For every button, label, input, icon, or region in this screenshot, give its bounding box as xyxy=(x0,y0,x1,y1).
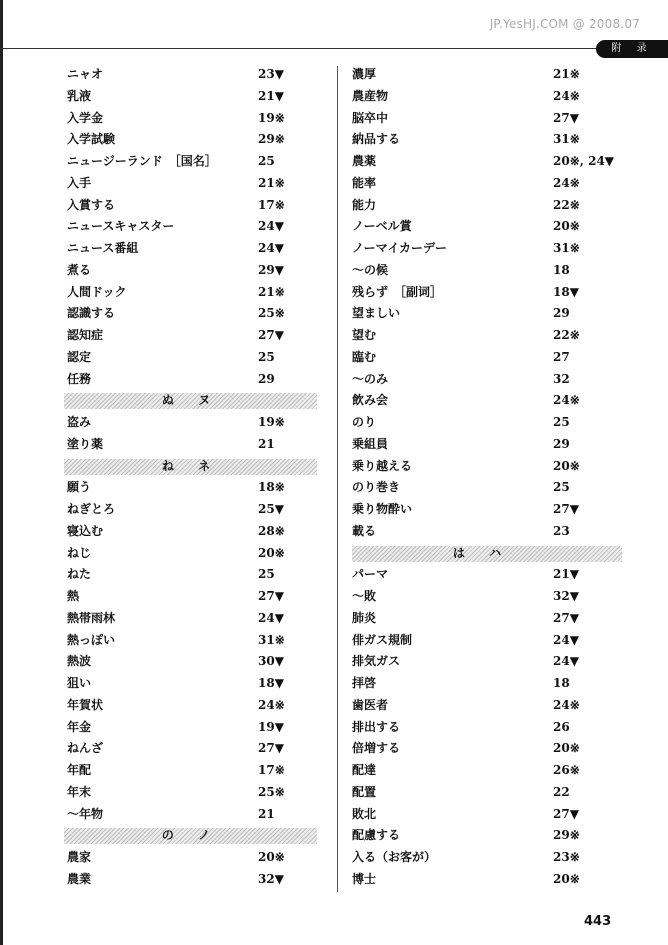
entry-term: 能率 xyxy=(352,175,377,190)
entry-reference: 24▼ xyxy=(258,241,284,255)
entry-reference: 27▼ xyxy=(553,502,579,516)
entry-reference: 21※ xyxy=(258,284,285,299)
entry-reference: 20※, 24▼ xyxy=(553,154,615,168)
index-entry xyxy=(67,608,315,630)
entry-term: 俳ガス規制 xyxy=(352,632,413,647)
index-entry xyxy=(352,195,612,217)
entry-reference: 24※ xyxy=(553,697,580,712)
entry-term: 煮る xyxy=(67,262,92,277)
index-entry xyxy=(352,738,612,760)
index-entry xyxy=(352,238,612,260)
entry-reference: 32▼ xyxy=(553,589,579,603)
entry-reference: 21 xyxy=(258,436,275,451)
index-entry xyxy=(67,673,315,695)
entry-reference: 19※ xyxy=(258,415,285,429)
index-entry xyxy=(352,586,612,608)
entry-term: ～のみ xyxy=(352,371,389,386)
entry-reference: 25※ xyxy=(258,784,285,799)
entry-reference: 19※ xyxy=(258,110,285,125)
index-entry xyxy=(67,586,315,608)
entry-term: ～敗 xyxy=(352,589,377,603)
entry-reference: 29※ xyxy=(258,132,285,147)
entry-term: 農薬 xyxy=(352,154,377,168)
section-heading xyxy=(67,456,315,478)
index-entry xyxy=(67,695,315,717)
entry-reference: 25※ xyxy=(258,306,285,321)
entry-term: ～年物 xyxy=(67,806,104,821)
entry-reference: 25 xyxy=(553,415,570,429)
section-heading-kana: は ハ xyxy=(452,545,512,560)
entry-term: 配達 xyxy=(352,763,377,777)
index-entry xyxy=(352,477,612,499)
index-entry xyxy=(352,173,612,195)
index-entry xyxy=(67,64,315,86)
index-entry xyxy=(352,347,612,369)
entry-term: 臨む xyxy=(352,349,377,364)
index-entry xyxy=(67,282,315,304)
entry-term: 寝込む xyxy=(67,523,104,538)
entry-reference: 25 xyxy=(258,154,275,168)
entry-term: 排気ガス xyxy=(352,654,401,669)
index-entry xyxy=(352,64,612,86)
entry-reference: 18 xyxy=(553,262,570,277)
index-entry xyxy=(67,738,315,760)
entry-term: パーマ xyxy=(352,567,389,582)
entry-reference: 30▼ xyxy=(258,654,284,669)
entry-term: ノーマイカーデー xyxy=(352,241,448,255)
entry-reference: 26 xyxy=(553,719,570,734)
index-entry xyxy=(67,86,315,108)
section-heading-kana: ね ネ xyxy=(161,458,221,473)
index-entry xyxy=(352,412,612,434)
entry-reference: 21▼ xyxy=(258,88,284,103)
entry-reference: 27▼ xyxy=(258,741,284,756)
index-entry xyxy=(67,303,315,325)
entry-term: ニュージーランド ［国名］ xyxy=(67,154,217,168)
entry-term: 熱 xyxy=(67,589,80,603)
index-entry xyxy=(352,260,612,282)
entry-term: 脳卒中 xyxy=(352,110,389,125)
entry-term: 排出する xyxy=(352,719,401,734)
entry-term: 能力 xyxy=(352,197,377,212)
entry-term: 塗り薬 xyxy=(67,436,104,451)
index-entry xyxy=(67,499,315,521)
entry-reference: 29 xyxy=(553,436,570,451)
entry-reference: 24※ xyxy=(553,175,580,190)
entry-reference: 31※ xyxy=(258,632,285,647)
index-entry xyxy=(67,782,315,804)
index-entry xyxy=(67,564,315,586)
entry-reference: 24▼ xyxy=(553,654,579,669)
entry-reference: 21▼ xyxy=(553,567,579,582)
entry-term: 望む xyxy=(352,328,377,342)
index-entry xyxy=(67,804,315,826)
entry-term: 博士 xyxy=(352,871,377,886)
page-edge xyxy=(0,0,3,945)
entry-term: 残らず ［副词］ xyxy=(352,284,443,299)
index-entry xyxy=(352,825,612,847)
entry-term: 熱っぽい xyxy=(67,632,116,647)
entry-term: 年賀状 xyxy=(67,697,104,712)
entry-reference: 21 xyxy=(258,806,275,821)
entry-reference: 29 xyxy=(258,371,275,386)
header-rule xyxy=(0,48,610,49)
entry-term: 入賞する xyxy=(67,197,116,212)
entry-term: ねぎとろ xyxy=(67,502,116,516)
entry-term: 入る（お客が） xyxy=(352,850,437,864)
entry-term: 入手 xyxy=(67,175,92,190)
index-entry xyxy=(352,847,612,869)
entry-reference: 19▼ xyxy=(258,719,284,734)
index-entry xyxy=(352,108,612,130)
entry-reference: 26※ xyxy=(553,763,580,777)
entry-reference: 25▼ xyxy=(258,502,284,516)
entry-term: 乗組員 xyxy=(352,436,389,451)
entry-term: 農家 xyxy=(67,850,92,864)
entry-term: 年配 xyxy=(67,763,92,777)
entry-reference: 28※ xyxy=(258,523,285,538)
entry-reference: 22 xyxy=(553,784,570,799)
entry-term: 人間ドック xyxy=(67,284,127,299)
section-heading-kana: ぬ ヌ xyxy=(161,393,221,408)
entry-term: 載る xyxy=(352,523,377,538)
entry-reference: 21※ xyxy=(553,67,580,81)
entry-term: ニャオ xyxy=(67,67,104,81)
entry-reference: 24※ xyxy=(553,393,580,408)
entry-term: 認識する xyxy=(67,306,116,321)
page-number: 443 xyxy=(584,914,612,929)
entry-reference: 27▼ xyxy=(258,328,284,342)
index-entry xyxy=(352,651,612,673)
column-divider xyxy=(337,66,338,892)
entry-reference: 27 xyxy=(553,349,570,364)
entry-term: 濃厚 xyxy=(352,67,377,81)
index-entry xyxy=(352,151,615,173)
section-heading xyxy=(352,543,612,565)
index-entry xyxy=(352,782,612,804)
entry-term: 入学金 xyxy=(67,110,104,125)
entry-reference: 18▼ xyxy=(258,676,284,690)
entry-reference: 18※ xyxy=(258,480,285,495)
entry-term: 倍増する xyxy=(352,741,401,756)
entry-term: 望ましい xyxy=(352,306,401,321)
entry-term: ノーベル賞 xyxy=(352,219,412,234)
entry-term: ねんざ xyxy=(67,741,104,756)
entry-term: 熱帯雨林 xyxy=(67,610,116,625)
entry-term: 熱波 xyxy=(67,654,92,669)
index-entry xyxy=(352,282,612,304)
entry-reference: 29※ xyxy=(553,828,580,843)
entry-reference: 20※ xyxy=(258,545,285,560)
index-column-right xyxy=(352,64,615,891)
entry-reference: 24※ xyxy=(258,697,285,712)
entry-reference: 20※ xyxy=(553,458,580,473)
index-entry xyxy=(352,325,612,347)
entry-reference: 24▼ xyxy=(553,632,579,647)
entry-reference: 23 xyxy=(553,523,570,538)
entry-term: 入学試験 xyxy=(67,132,116,147)
entry-term: ～の候 xyxy=(352,262,389,277)
entry-reference: 18 xyxy=(553,676,570,690)
entry-term: 歯医者 xyxy=(352,697,389,712)
entry-term: 農産物 xyxy=(352,88,389,103)
entry-term: 認定 xyxy=(67,349,92,364)
entry-term: ニュース番組 xyxy=(67,241,139,255)
entry-term: 農業 xyxy=(67,871,92,886)
index-entry xyxy=(352,717,612,739)
index-entry xyxy=(352,390,612,412)
entry-reference: 25 xyxy=(258,349,275,364)
index-entry xyxy=(352,434,612,456)
index-entry xyxy=(67,651,315,673)
section-heading xyxy=(67,825,315,847)
entry-term: ねた xyxy=(67,567,92,582)
index-entry xyxy=(67,477,315,499)
entry-reference: 27▼ xyxy=(553,806,579,821)
watermark: JP.YesHJ.COM @ 2008.07 xyxy=(489,17,640,31)
entry-reference: 24▼ xyxy=(258,219,284,234)
entry-term: 乳液 xyxy=(67,88,92,103)
entry-reference: 17※ xyxy=(258,197,285,212)
entry-reference: 31※ xyxy=(553,241,580,255)
index-entry xyxy=(67,238,315,260)
index-entry xyxy=(67,347,315,369)
entry-reference: 27▼ xyxy=(258,589,284,603)
entry-term: 年末 xyxy=(67,784,92,799)
index-entry xyxy=(352,564,612,586)
entry-term: のり巻き xyxy=(352,480,401,495)
index-entry xyxy=(352,303,612,325)
entry-term: ねじ xyxy=(67,545,92,560)
entry-reference: 32 xyxy=(553,371,570,386)
index-entry xyxy=(67,521,315,543)
index-entry xyxy=(67,129,315,151)
entry-reference: 23▼ xyxy=(258,67,284,81)
entry-reference: 29 xyxy=(553,306,570,321)
section-heading-kana: の ノ xyxy=(161,828,221,843)
entry-reference: 32▼ xyxy=(258,871,284,886)
entry-term: 配置 xyxy=(352,784,377,799)
entry-reference: 20※ xyxy=(553,219,580,234)
entry-term: 年金 xyxy=(67,719,92,734)
entry-term: 納品する xyxy=(352,132,401,147)
index-entry xyxy=(352,869,612,891)
index-column-left xyxy=(67,64,315,891)
entry-term: 任務 xyxy=(67,371,92,386)
entry-term: 乗り越える xyxy=(352,458,413,473)
entry-term: 願う xyxy=(67,480,92,495)
index-entry xyxy=(67,847,315,869)
entry-reference: 25 xyxy=(553,480,570,495)
entry-reference: 24※ xyxy=(553,88,580,103)
index-entry xyxy=(67,434,315,456)
entry-term: 飲み会 xyxy=(352,393,389,408)
entry-term: のり xyxy=(352,415,377,429)
index-entry xyxy=(67,630,315,652)
index-entry xyxy=(352,521,612,543)
index-entry xyxy=(352,673,612,695)
entry-reference: 22※ xyxy=(553,197,580,212)
section-heading xyxy=(67,390,315,412)
entry-reference: 23※ xyxy=(553,850,580,864)
entry-term: 拝啓 xyxy=(352,676,377,690)
index-entry xyxy=(352,456,612,478)
index-entry xyxy=(67,869,315,891)
index-entry xyxy=(352,499,612,521)
entry-term: 狙い xyxy=(67,676,92,690)
entry-reference: 27▼ xyxy=(553,110,579,125)
index-entry xyxy=(352,804,612,826)
index-entry xyxy=(67,108,315,130)
entry-term: 盗み xyxy=(67,415,92,429)
index-entry xyxy=(67,760,315,782)
index-entry xyxy=(352,695,612,717)
index-entry xyxy=(352,369,612,391)
index-entry xyxy=(352,129,612,151)
entry-reference: 18▼ xyxy=(553,284,579,299)
index-entry xyxy=(352,86,612,108)
entry-reference: 20※ xyxy=(553,871,580,886)
entry-reference: 27▼ xyxy=(553,610,579,625)
entry-term: ニュースキャスター xyxy=(67,219,175,234)
index-entry xyxy=(67,216,315,238)
index-entry xyxy=(67,260,315,282)
entry-term: 肺炎 xyxy=(352,610,377,625)
entry-reference: 20※ xyxy=(553,741,580,756)
entry-reference: 29▼ xyxy=(258,262,284,277)
index-entry xyxy=(67,325,315,347)
entry-reference: 31※ xyxy=(553,132,580,147)
entry-reference: 22※ xyxy=(553,328,580,342)
index-entry xyxy=(67,369,315,391)
entry-reference: 25 xyxy=(258,567,275,582)
index-entry xyxy=(352,608,612,630)
entry-reference: 20※ xyxy=(258,850,285,864)
entry-term: 配慮する xyxy=(352,828,401,843)
index-entry xyxy=(352,630,612,652)
entry-term: 認知症 xyxy=(67,328,104,342)
index-entry xyxy=(67,412,315,434)
index-entry xyxy=(352,216,612,238)
entry-reference: 21※ xyxy=(258,175,285,190)
section-tab: 附 录 xyxy=(596,40,668,58)
index-entry xyxy=(67,195,315,217)
entry-term: 敗北 xyxy=(352,806,377,821)
index-entry xyxy=(67,543,315,565)
index-entry xyxy=(67,173,315,195)
index-entry xyxy=(352,760,612,782)
entry-term: 乗り物酔い xyxy=(352,502,413,516)
index-entry xyxy=(67,151,315,173)
entry-reference: 17※ xyxy=(258,763,285,777)
entry-reference: 24▼ xyxy=(258,610,284,625)
index-entry xyxy=(67,717,315,739)
